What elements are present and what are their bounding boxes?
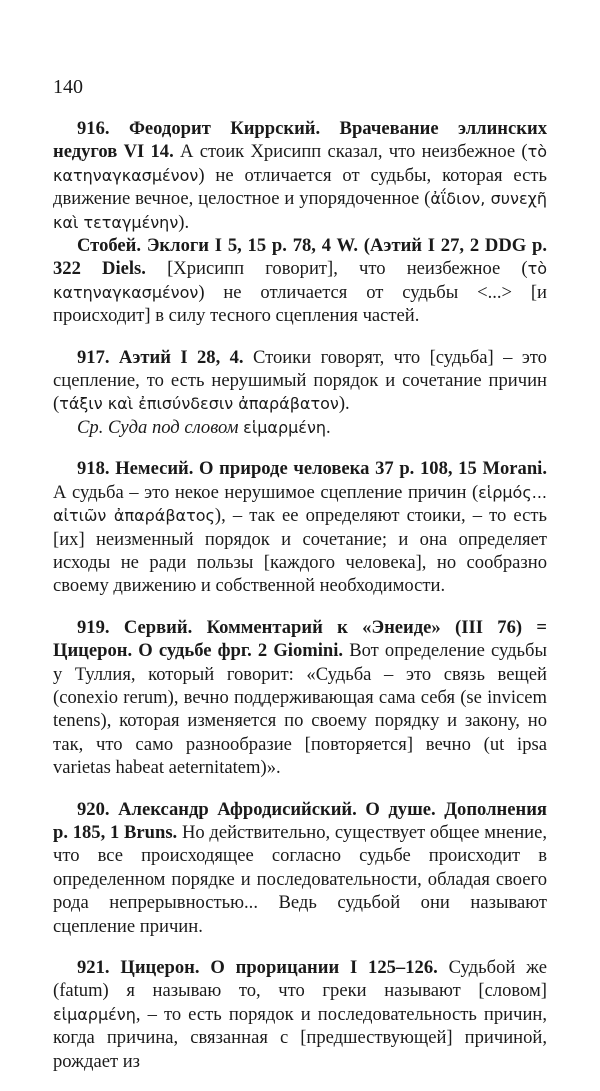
body-text: Стоики говорят, что [судьба] – это сцепление, то есть нерушимый порядок и сочетание причин ( (53, 346, 547, 415)
fragment-heading: 921. Цицерон. О прорицании I 125–126. (77, 957, 438, 978)
body-text: ) не отличается от судьбы, которая есть движение вечное, целостное и упорядоченное ( (53, 164, 547, 210)
fragment-entry (53, 117, 547, 328)
fragment-heading: 918. Немесий. О природе человека 37 p. 108, 15 Morani. (77, 458, 547, 480)
fragment-heading: 916. Феодорит Киррский. Врачевание эллинских недугов VI 14. (53, 118, 547, 163)
body-text: ). (338, 393, 350, 415)
greek-term: τὸ κατηναγκασμένον (53, 142, 548, 185)
body-text: А судьба – это некое нерушимое сцепление причин ( (53, 481, 479, 503)
body-text: Судьбой же (fatum) я называю то, что греки называют [словом] (53, 957, 547, 1002)
fragment-entry (53, 457, 547, 597)
greek-term: εἱμαρμένη (243, 417, 327, 437)
greek-term: τάξιν καὶ ἐπισύνδεσιν ἀπαράβατον (59, 394, 339, 414)
body-text: ) не отличается от судьбы <...> [и происходит] в силу тесного сцепления частей. (53, 281, 547, 327)
body-text: Вот определение судьбы у Туллия, который говорит: «Судьба – это связь вещей (conexio rerum), вечно поддерживающая сама себя (se invicem tenens), которая изменяется по своему порядку и закону, но так, что само разнообразие [повторяется] вечно (ut ipsa varietas habeat aeternitatem)». (53, 640, 547, 779)
paragraph (53, 234, 547, 328)
fragment-heading: 917. Аэтий I 28, 4. (77, 346, 244, 368)
body-text: . (326, 416, 331, 438)
text-column (53, 117, 547, 1091)
fragment-entry (53, 798, 547, 938)
greek-term: εἱρμός... αἰτιῶν ἀπαράβατος (53, 482, 547, 526)
fragment-heading: 920. Александр Афродисийский. О душе. Дополнения p. 185, 1 Bruns. (53, 798, 547, 843)
paragraph (53, 616, 547, 780)
paragraph (53, 457, 547, 597)
greek-term: εἱμαρμένη (53, 1004, 136, 1024)
paragraph (53, 117, 547, 234)
fragment-heading: Стобей. Эклоги I 5, 15 p. 78, 4 W. (Аэтий I 27, 2 DDG p. 322 Diels. (53, 235, 547, 280)
fragment-entry (53, 346, 547, 440)
greek-term: τὸ κατηναγκασμένον (53, 259, 547, 302)
cross-reference: Ср. Суда под словом (77, 416, 244, 438)
fragment-entry (53, 616, 547, 780)
body-text: ), – так ее определяют стоики, – то есть [их] неизменный порядок и сочетание; и она определяет исходы не ради пользы [каждого человека], но сообразно своему движению и собственной необходимости. (53, 505, 547, 597)
greek-term: ἀΐδιον, συνεχῆ καὶ τεταγμένην (53, 189, 547, 232)
paragraph (53, 346, 547, 416)
body-text: , – то есть порядок и последовательность причин, когда причина, связанная с [предшествующей] причиной, рождает из (53, 1003, 547, 1072)
body-text: [Хрисипп говорит], что неизбежное ( (145, 258, 528, 280)
body-text: Но действительно, существует общее мнение, что все происходящее согласно судьбе происходит в определенном порядке и последовательности, обладая своего рода непрерывностью... Ведь судьбой они называют сцепление причин. (53, 821, 547, 937)
fragment-entry (53, 956, 547, 1073)
body-text: ). (178, 211, 190, 233)
paragraph (53, 798, 547, 938)
body-text: А стоик Хрисипп сказал, что неизбежное ( (173, 141, 528, 163)
paragraph (53, 956, 547, 1073)
page-number: 140 (53, 76, 83, 98)
paragraph (53, 416, 547, 439)
fragment-heading: 919. Сервий. Комментарий к «Энеиде» (III 76) = Цицерон. О судьбе фрг. 2 Giomini. (53, 616, 547, 662)
